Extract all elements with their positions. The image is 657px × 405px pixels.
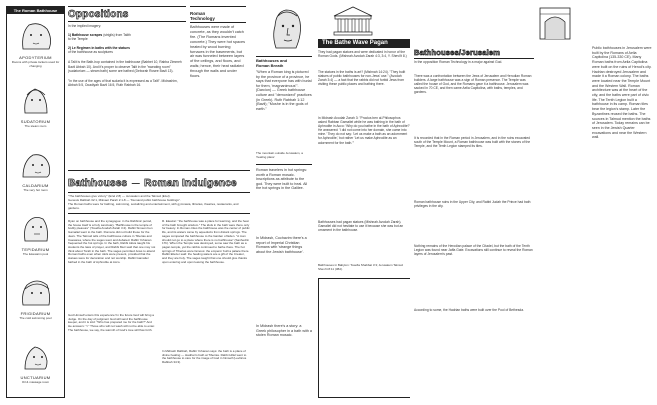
indulgence-title bbox=[68, 173, 250, 191]
jerusalem-sub: In the opposition Roman Technology in a major against God. bbox=[414, 60, 503, 64]
figure-column-para2: The mountain outside Jerusalem, a 'healing place' bbox=[256, 151, 303, 159]
sidebar-figure-name: CALDARIUM bbox=[22, 183, 49, 188]
arch-icon bbox=[539, 6, 571, 40]
sidebar-figure-caption: The cold swimming pool bbox=[19, 316, 52, 320]
line2-bold: 2) Le Regimen in baths with the statues bbox=[68, 46, 130, 51]
temple-title: The Bathe Wave Pagan bbox=[322, 40, 388, 46]
jerusalem-para4: Nothing remains of the Herodian palace of the Citadel, but the bath of the Tenth Legion was found near Jaffa Gate. Excavations still continue to reveal the Roman layers of Jerusalem's past. bbox=[414, 244, 533, 257]
tech-title-2: Technology bbox=[190, 16, 215, 21]
oppositions-section bbox=[68, 6, 186, 156]
bust-sculpture-icon bbox=[13, 83, 59, 115]
temple-para2: The statues in the baths is art? (Mishnah 14:24). "They built statues of public bathhouses for non-Jews' use." (Avodah Zarah 3:4) — a fact that the rabbis did not forbid Jews from visiting these public places and bathing there. bbox=[318, 70, 406, 87]
temple-para4: Bathhouses had pagan statues (Mishnah Avodah Zarah). Gamaliel did not hesitate to use it because she was but an ornament in the bathhouse. bbox=[318, 220, 404, 233]
sidebar-title: The Roman Bathhouse bbox=[7, 7, 64, 14]
jerusalem-para5: According to some, the Hadrian baths were built over the Pool of Bethesda. bbox=[414, 308, 524, 312]
sidebar-figure-caption: Rooms with private lockers used for changing bbox=[11, 60, 60, 68]
indulgence-title-right: Roman Indulgence bbox=[144, 178, 237, 189]
temple-para1: They had pagan statues and were dedicated in honor of the Roman Gods. (Mishnah Avodah Zarah 4:3, 3:4, Y. Shevi'it 8.) bbox=[318, 50, 407, 59]
tech-section bbox=[190, 6, 250, 156]
indulgence-col2: R. Eleazar: "the bathhouse was a place for learning, and the heat of the bath brought wisdom." The idols in the bath were there only for beauty. In Roman cities the bathhouse was the center of public life, and its waters came by aqueducts from distant springs. The sages compared the bathhouse to the Garden of Eden. "A man should not go to a place where there is no bathhouse" (Sanhedrin 17b). When the Temple was destroyed, some saw the bath as a pagan temple, yet the rabbis continued to bathe there. The hot springs of Tiberias were famous: the emperor built a palace there. Rabbi Eliezer said: the healing waters are a gift of the Creator, and they are holy. The sages taught that one should give thanks upon entering and upon leaving the bathhouse. bbox=[162, 220, 250, 264]
figure-column bbox=[256, 6, 314, 398]
oppositions-line1 bbox=[68, 33, 186, 41]
jerusalem-para3: Roman bathhouse ruins in the Upper City, and Rabbi Judah the Prince had bath privileges in the city. bbox=[414, 200, 531, 209]
indulgence-cite: Genesis Rabbah 32:1, Mikvaot Parah 2:1-8 — "Demand public bathhouse buildings". bbox=[68, 197, 181, 202]
far-right-body: Public bathhouses in Jerusalem were built by the Romans of Aelia Capitolina (135-330 CE). Many Roman baths from Aelia Capitolina were built on the ruins of Herod's city. Hadrian destroyed Jerusalem and made it a Roman colony. The baths were located near the Temple Mount and the Western Wall. Roman architecture was at the heart of the city, and the baths were part of civic life. The Tenth Legion built a bathhouse in its camp. Roman tiles bear the legion's stamp. Later the Byzantines reused the baths. The sources in Talmud mention the baths of Jerusalem. Today remains can be seen in the Jewish Quarter excavations and near the Western wall. bbox=[592, 46, 652, 140]
sidebar bbox=[6, 6, 65, 398]
tech-body: Bathhouses were made of concrete, as they wouldn't catch fire. (The Romans invented concrete.) They were hot spaces heated by wood burning furnaces in the basements, but air was funneled between layers of the ceilings, and floors, and walls; hence, their heat radiated through the walls and under floors. bbox=[190, 25, 246, 79]
temple-para3: In Midrash Avodah Zarah 3: "Proclus ben al-Philosophos asked Rabban Gamaliel while he was bathing in the bath of Aphrodite in Acco: 'Why do you bathe in the bath of Aphrodite?' He answered: 'I did not come into her domain, she came into mine.' They do not say: 'Let us make a bath as an adornment for Aphrodite,' but rather 'Let us make Aphrodite as an adornment for the bath.'" bbox=[318, 116, 410, 145]
oppositions-subtitle: In the implied imagery: bbox=[68, 24, 102, 28]
indulgence-title-dash: — bbox=[131, 179, 140, 188]
bust-sculpture-icon bbox=[13, 147, 59, 179]
sidebar-figure-caption: The lukewarm pool bbox=[22, 252, 49, 256]
figure-column-para5: In Midrash there's a story: a Greek philosopher in a bath with a stolen Roman mosaic. bbox=[256, 324, 312, 338]
jerusalem-column bbox=[414, 6, 582, 398]
line1-rest: (strigils) from Talith bbox=[103, 33, 131, 38]
far-right-column bbox=[592, 46, 652, 398]
sidebar-figure-name: FRIGIDARIUM bbox=[20, 311, 51, 316]
indulgence-quote: "The bathhouses give victory" (Ezel 2:8) — Jerusalem and the Talmud (Ezel). bbox=[68, 194, 171, 198]
sidebar-figure bbox=[7, 339, 64, 399]
tech-title-1: Roman bbox=[190, 11, 206, 16]
sidebar-figure bbox=[7, 83, 64, 143]
jerusalem-title: Bathhouses/Jerusalem bbox=[414, 48, 501, 57]
sidebar-figure bbox=[7, 147, 64, 207]
bust-sculpture-icon bbox=[13, 211, 59, 243]
line2-rest: of the bathhouse as sculptures bbox=[68, 50, 113, 55]
oppositions-para2: "In the use of the ages of that sudaria it is expressed as a Talit". Midrashim, Abbah 5:5, Ooadiyah Bavli 16:5, Ruth Rabbah 16. bbox=[68, 78, 178, 87]
sidebar-figure-caption: The very hot room bbox=[23, 188, 48, 192]
line1-bold: 1) Bathhouse scrapes bbox=[68, 33, 103, 38]
sidebar-figure-name: UNCTUARIUM bbox=[20, 375, 51, 380]
oppositions-title: Oppositions bbox=[68, 9, 129, 20]
temple-icon bbox=[332, 6, 374, 36]
sidebar-figure-name: APODYTERIUM bbox=[19, 55, 52, 60]
sidebar-figure bbox=[7, 211, 64, 271]
figure-column-para1: "When a Roman king is pictured by the province of a province, he says that everyone has with burial for them, 'magnanimous'". (Darcion) — Greek bathhouse culture and "demonized" practices (in Greek). Ruth Rabbah 1:12 (Bavli); "Moshe is in the gods of earth." bbox=[256, 70, 312, 111]
sidebar-figure-caption: Oil & massage room bbox=[21, 380, 50, 384]
sidebar-figure-name: TEPIDARIUM bbox=[21, 247, 50, 252]
indulgence-title-left: Bathhouses bbox=[68, 178, 128, 189]
indulgence-intro: The Roman baths were for bathing, swimming, socializing and entertainment, with gymnasia, libraries, theatres, restaurants, and gardens. bbox=[68, 202, 239, 211]
indulgence-section bbox=[68, 170, 250, 398]
figure-column-title-2: Roman Breath bbox=[256, 63, 284, 68]
figure-column-para4: In Midrash, Cochavim there's a report of Imperial Christian Romans with 'strange things about the Jewish bathhouse'. bbox=[256, 236, 307, 254]
temple-column bbox=[318, 6, 410, 398]
indulgence-col2b: In Midrash Rabbah, Rabbi Yohanan says: the bath is a place of divine healing — Hadrian's bath at Tiberias. Rabbi Hillel went to the bathhouse to care for the image of God in himself (Leviticus Rabbah 34:3). bbox=[162, 350, 247, 365]
figure-column-title-1: Bathhouses and bbox=[256, 58, 288, 63]
jerusalem-side-text bbox=[538, 46, 580, 396]
temple-cite: Bathhouses in Babylon: Tosefta Shabbat 3:3; Jerusalem Talmud Shevi'it 8:11 (38d). bbox=[318, 263, 403, 271]
figure-column-para3: Roman travelers in hot springs: worth a Roman mosaic. Inscriptions as attribute to the god. They were built to heal. All the hot springs in the Galilee. bbox=[256, 168, 308, 191]
line1-end: to the Temple bbox=[68, 37, 88, 42]
bust-sculpture-icon bbox=[13, 19, 59, 51]
sidebar-figure-name: SUDATORIUM bbox=[20, 119, 51, 124]
roman-head-sculpture bbox=[262, 6, 308, 50]
bust-sculpture-icon bbox=[13, 339, 59, 371]
sidebar-figure bbox=[7, 19, 64, 79]
inset-box bbox=[318, 278, 410, 398]
sidebar-figure-caption: The steam room bbox=[24, 124, 47, 128]
sidebar-figure bbox=[7, 275, 64, 335]
jerusalem-para2: It is recorded that in the Roman period in Jerusalem, and in the ruins excavated south of the Temple Mount, a Roman bathhouse was built with the stones of the Temple, and the Tenth Legion stamped its tiles. bbox=[414, 136, 531, 149]
jerusalem-para1: There was a confrontation between the Jews of Jerusalem and Herodian Roman builders. A large bathhouse was a sign of Roman presence. The Temple was called the house of God, and the Romans gave it a bathhouse. Jerusalem was sacked in 70 CE, and then came Aelia Capitolina, with baths, temples, and gardens. bbox=[414, 74, 532, 95]
indulgence-col1: Ryan on bathhouse and the synagogue: in the Rabbinic period, the house itself is a holy sanctuary. "Bathhouse is the temple of bodily pleasure" (Tosefta Avodah Zarah 3:4). Rabbi Simeon ben Gamaliel went to the bath. Romans did not build these for the Jews. The Talmud tells of the bathhouse culture in Tiberias and Caesarea, where the sages went and debated. Rabbi Yohanan frequented the hot springs. In the bath, Rabbi Akiva taught his students the laws of prayer, and Rabbi Meir said that one may not think about Torah in the bath. The sages permitted Jews to attend Roman baths even when idols were present, provided that the statues were for decoration and not worship. Rabbi Gamaliel bathed in the bath of Aphrodite at Acco. bbox=[68, 220, 156, 264]
bust-sculpture-icon bbox=[13, 275, 59, 307]
oppositions-para1: A Talit is the Bath-hop contained in the bathhouse (Babbet 10, Rabba Zimmeh Bavli Abbah 10). And it's proper to observe Talit in the "sweating room" (sudatorium — steam bath) some are bathed (Deborah Rosee Bavli 13). bbox=[68, 60, 182, 73]
indulgence-col1b: God Himself enters this experience! In the future God will bring a Judge. On the day of judgment God will send the bathhouse keeper, and it is told: "Who has prepared me for the bath?" And He answers: "I." Those who will not wash will not be able to enter. The bathhouse, we say, the warmth of God's love will flow forth. bbox=[68, 314, 155, 332]
oppositions-line2 bbox=[68, 46, 186, 54]
